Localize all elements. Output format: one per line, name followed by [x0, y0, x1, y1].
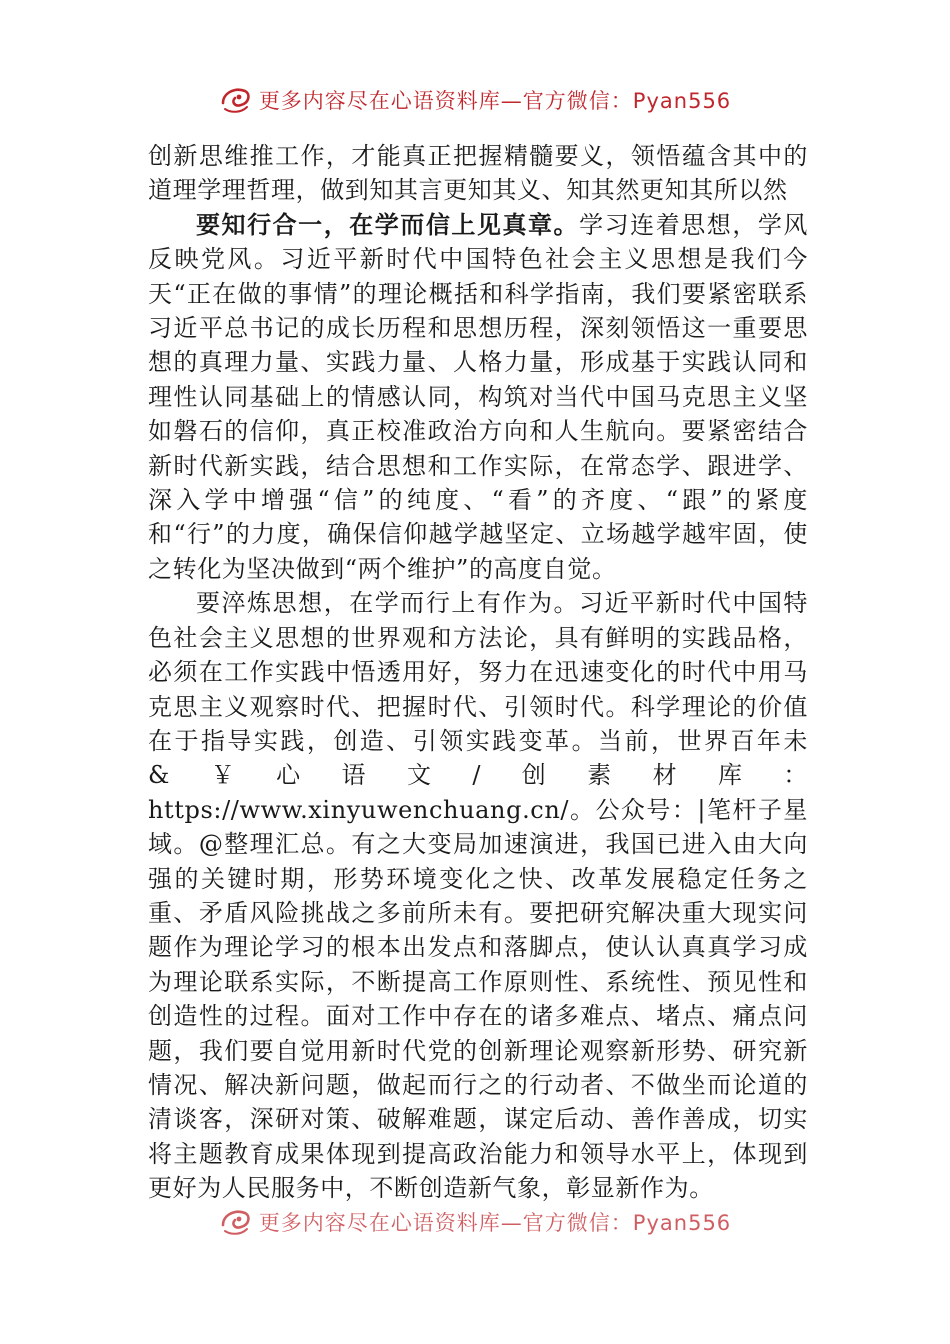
paragraph-2-text: 学习连着思想，学风反映党风。习近平新时代中国特色社会主义思想是我们今天“正在做的事情”的理论概括和科学指南，我们要紧密联系习近平总书记的成长历程和思想历程，深刻领悟这一重要思想的真理力量、实践力量、人格力量，形成基于实践认同和理性认同基础上的情感认同，构筑对当代中国马克思主义坚如磐石的信仰，真正校准政治方向和人生航向。要紧密结合新时代新实践，结合思想和工作实际，在常态学、跟进学、深入学中增强“信”的纯度、“看”的齐度、“跟”的紧度和“行”的力度，确保信仰越学越坚定、立场越学越牢固，使之转化为坚决做到“两个维护”的高度自觉。: [148, 210, 809, 583]
paragraph-3-text: 要淬炼思想，在学而行上有作为。习近平新时代中国特色社会主义思想的世界观和方法论，具有鲜明的实践品格，必须在工作实践中悟透用好，努力在迅速变化的时代中用马克思主义观察时代、把握时代、引领时代。科学理论的价值在于指导实践，创造、引领实践变革。当前，世界百年未&￥心语文/创素材库：https://www.xinyuwenchuang.cn/。公众号：|笔杆子星域。@整理汇总。有之大变局加速演进，我国已进入由大向强的关键时期，形势环境变化之快、改革发展稳定任务之重、矛盾风险挑战之多前所未有。要把研究解决重大现实问题作为理论学习的根本出发点和落脚点，使认认真真学习成为理论联系实际，不断提高工作原则性、系统性、预见性和创造性的过程。面对工作中存在的诸多难点、堵点、痛点问题，我们要自觉用新时代党的创新理论观察新形势、研究新情况、解决新问题，做起而行之的行动者、不做坐而论道的清谈客，深研对策、破解难题，谋定后动、善作善成，切实将主题教育成果体现到提高政治能力和领导水平上，体现到更好为人民服务中，不断创造新气象，彰显新作为。: [148, 589, 808, 1203]
header-banner-text: 更多内容尽在心语资料库—官方微信：Pyan556: [258, 89, 732, 113]
header-banner: [0, 80, 950, 120]
document-body: [148, 139, 808, 1206]
paragraph-2: [148, 208, 808, 586]
footer-banner: [0, 1200, 950, 1236]
paragraph-2-lead: 要知行合一，在学而信上见真章。: [196, 209, 580, 239]
paragraph-3: [148, 586, 808, 1205]
logo-icon: [219, 1207, 253, 1236]
paragraph-1-text: 创新思维推工作，才能真正把握精髓要义，领悟蕴含其中的道理学理哲理，做到知其言更知其义、知其然更知其所以然: [148, 142, 808, 205]
paragraph-1: [148, 139, 808, 208]
logo-icon: [219, 85, 253, 115]
footer-banner-text: 更多内容尽在心语资料库—官方微信：Pyan556: [258, 1211, 732, 1235]
